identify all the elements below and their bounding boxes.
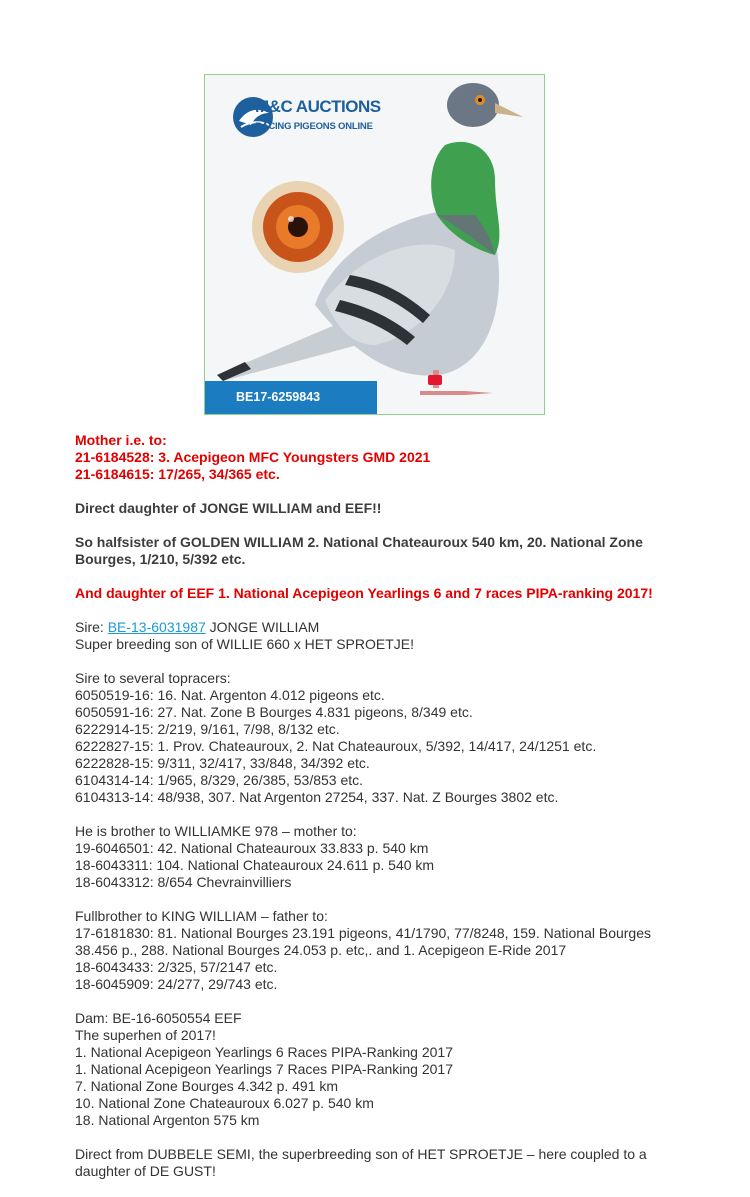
brand-tagline: RACING PIGEONS ONLINE [255, 121, 373, 132]
list-item: 6222914-15: 2/219, 9/161, 7/98, 8/132 etc. [75, 721, 340, 737]
mother-line-3: 21-6184615: 17/265, 34/365 etc. [75, 466, 280, 482]
list-item: 18. National Argenton 575 km [75, 1112, 260, 1128]
ring-number-badge: BE17-6259843 [205, 381, 377, 414]
list-item: 6104314-14: 1/965, 8/329, 26/385, 53/853 etc. [75, 772, 364, 788]
brand-name: M&C AUCTIONS [255, 97, 381, 116]
mother-line-2: 21-6184528: 3. Acepigeon MFC Youngsters GMD 2021 [75, 449, 431, 465]
mother-line-1: Mother i.e. to: [75, 432, 167, 448]
sire-description: Super breeding son of WILLIE 660 x HET SPROETJE! [75, 636, 415, 652]
eef-line: And daughter of EEF 1. National Acepigeon Yearlings 6 and 7 races PIPA-ranking 2017! [75, 585, 653, 601]
list-item: 6222828-15: 9/311, 32/417, 33/848, 34/392 etc. [75, 755, 370, 771]
list-item: 18-6045909: 24/277, 29/743 etc. [75, 976, 278, 992]
list-item: 19-6046501: 42. National Chateauroux 33.833 p. 540 km [75, 840, 429, 856]
dam-title: Dam: BE-16-6050554 EEF [75, 1010, 242, 1026]
list-item: 10. National Zone Chateauroux 6.027 p. 540 km [75, 1095, 374, 1111]
sire-line [75, 619, 675, 636]
dam-origin: Direct from DUBBELE SEMI, the superbreeding son of HET SPROETJE – here coupled to a daughter of DE GUST! [75, 1146, 647, 1179]
pigeon-photo [204, 74, 545, 415]
brother-title: He is brother to WILLIAMKE 978 – mother to: [75, 823, 357, 839]
list-item: 6050591-16: 27. Nat. Zone B Bourges 4.831 pigeons, 8/349 etc. [75, 704, 473, 720]
list-item: 18-6043311: 104. National Chateauroux 24.611 p. 540 km [75, 857, 435, 873]
sire-prefix: Sire: [75, 619, 108, 635]
list-item: 18-6043312: 8/654 Chevrainvilliers [75, 874, 292, 890]
list-item: 6222827-15: 1. Prov. Chateauroux, 2. Nat Chateauroux, 5/392, 14/417, 24/1251 etc. [75, 738, 597, 754]
fullbrother-title: Fullbrother to KING WILLIAM – father to: [75, 908, 328, 924]
halfsister-line: So halfsister of GOLDEN WILLIAM 2. National Chateauroux 540 km, 20. National Zone Bourges, 1/210, 5/392 etc. [75, 534, 643, 567]
daughter-line: Direct daughter of JONGE WILLIAM and EEF!! [75, 500, 382, 516]
sire-name: JONGE WILLIAM [205, 619, 320, 635]
sire-ring-link[interactable]: BE-13-6031987 [107, 619, 206, 635]
pedigree-text [75, 432, 675, 1180]
list-item: 17-6181830: 81. National Bourges 23.191 pigeons, 41/1790, 77/8248, 159. National Bourges 38.456 p., 288. National Bourges 24.053 p. etc,. and 1. Acepigeon E-Ride 2017 [75, 925, 651, 958]
list-item: 7. National Zone Bourges 4.342 p. 491 km [75, 1078, 339, 1094]
topracers-title: Sire to several topracers: [75, 670, 231, 686]
list-item: 6104313-14: 48/938, 307. Nat Argenton 27254, 337. Nat. Z Bourges 3802 etc. [75, 789, 559, 805]
list-item: 1. National Acepigeon Yearlings 7 Races PIPA-Ranking 2017 [75, 1061, 453, 1077]
list-item: 6050519-16: 16. Nat. Argenton 4.012 pigeons etc. [75, 687, 385, 703]
dam-subtitle: The superhen of 2017! [75, 1027, 216, 1043]
list-item: 18-6043433: 2/325, 57/2147 etc. [75, 959, 278, 975]
list-item: 1. National Acepigeon Yearlings 6 Races PIPA-Ranking 2017 [75, 1044, 453, 1060]
